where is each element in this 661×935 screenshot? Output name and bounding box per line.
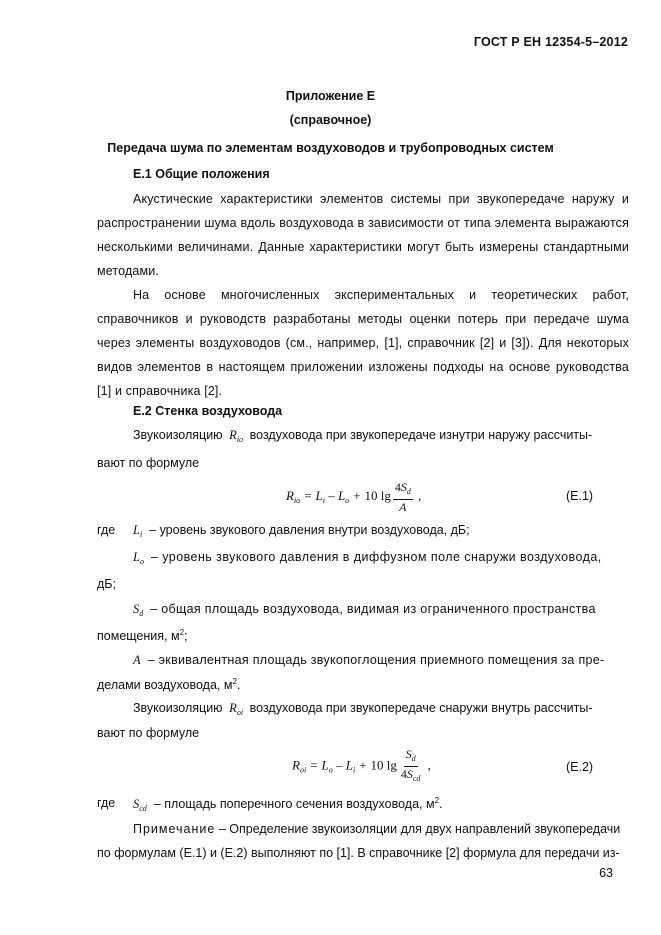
annex-status: (справочное) (289, 113, 372, 127)
intro-1-line-2: вают по формуле (97, 456, 200, 470)
equation-number-1: (Е.1) (566, 489, 594, 503)
definition-text: – уровень звукового давления внутри воздуховода, дБ; (149, 523, 470, 537)
note-line-2: по формулам (Е.1) и (Е.2) выполняют по [1]. В справочнике [2] формула для передачи из- (97, 846, 620, 860)
definition-text: делами воздуховода, м (97, 678, 233, 693)
intro-2-text-b: воздуховода при звукопередаче снаружи внутрь рассчиты- (249, 701, 593, 715)
intro-2-text-a: Звукоизоляцию (133, 701, 223, 715)
definition-Sd: $S_d$ – общая площадь воздуховода, видимая из ограниченного пространства (133, 602, 596, 618)
intro-1-text-b: воздуховода при звукопередаче изнутри наружу рассчиты- (249, 428, 593, 442)
page-number: 63 (599, 866, 613, 880)
intro-2-line-2: вают по формуле (97, 726, 200, 740)
annex-heading: Передача шума по элементам воздуховодов и трубопроводных систем (107, 141, 554, 155)
annex-title: Приложение Е (285, 89, 376, 103)
section-e1-paragraph-1 (97, 187, 629, 283)
section-e2-title: Е.2 Стенка воздуховода (133, 404, 283, 418)
paragraph-text: Акустические характеристики элементов системы при звукопередаче наружу и распространении шума вдоль воздуховода в зависимости от типа элемента выражаются несколькими величинами. Данные характеристики могут быть измерены стандартными методами. (97, 192, 629, 278)
section-e1-paragraph-2 (97, 283, 629, 403)
definition-Lo: $L_o$ – уровень звукового давления в диффузном поле снаружи воздуховода, (133, 550, 602, 566)
note-line-1 (133, 822, 620, 836)
intro-1-text-a: Звукоизоляцию (133, 428, 223, 442)
formula-e1: $R_{io} = L_i - L_o + 10$ lg $\frac{4S_d}{A}$ , (286, 480, 422, 514)
definition-Li: $L_i$ – уровень звукового давления внутри воздуховода, дБ; (133, 523, 470, 539)
definition-text: – площадь поперечного сечения воздуховода, м (153, 797, 435, 812)
note-label: Примечание (133, 822, 216, 836)
note-text: – Определение звукоизоляции для двух направлений звукопередачи (215, 822, 621, 836)
where-label-2: где (97, 796, 116, 810)
where-label: где (97, 523, 116, 537)
definition-Scd: $S_{cd}$ – площадь поперечного сечения воздуховода, $м^2$. (133, 796, 443, 814)
definition-A-cont: делами воздуховода, $м^2$. (97, 677, 241, 693)
paragraph-text: На основе многочисленных экспериментальных и теоретических работ, справочников и руководств разработаны методы оценки потерь при передаче шума через элементы воздуховодов (см., например, [1], справочник [2] и [3]). Для некоторых видов элементов в настоящем приложении изложены подходы на основе руководства [1] и справочника [2]. (97, 288, 629, 398)
intro-1-line (133, 428, 592, 444)
definition-Sd-cont: помещения, $м^2$; (97, 628, 188, 644)
symbol-Roi: $R_{oi}$ (226, 701, 244, 717)
equation-number-2: (Е.2) (566, 760, 594, 774)
formula-e2: $R_{oi} = L_o - L_i + 10$ lg $\frac{S_d}{4S_{cd}}$ , (292, 747, 431, 783)
definition-text: – эквивалентная площадь звукопоглощения приемного помещения за пре- (147, 653, 605, 667)
symbol-Rio: $R_{io}$ (226, 428, 244, 444)
intro-2-line (133, 701, 592, 717)
definition-text: – общая площадь воздуховода, видимая из ограниченного пространства (150, 602, 596, 616)
definition-text: помещения, м (97, 629, 180, 644)
section-e1-title: Е.1 Общие положения (133, 167, 270, 181)
definition-Lo-cont: дБ; (97, 577, 116, 591)
standard-header: ГОСТ Р ЕН 12354-5–2012 (473, 35, 628, 49)
definition-text: – уровень звукового давления в диффузном поле снаружи воздуховода, (150, 550, 602, 564)
definition-A: A – эквивалентная площадь звукопоглощения приемного помещения за пре- (133, 653, 605, 667)
